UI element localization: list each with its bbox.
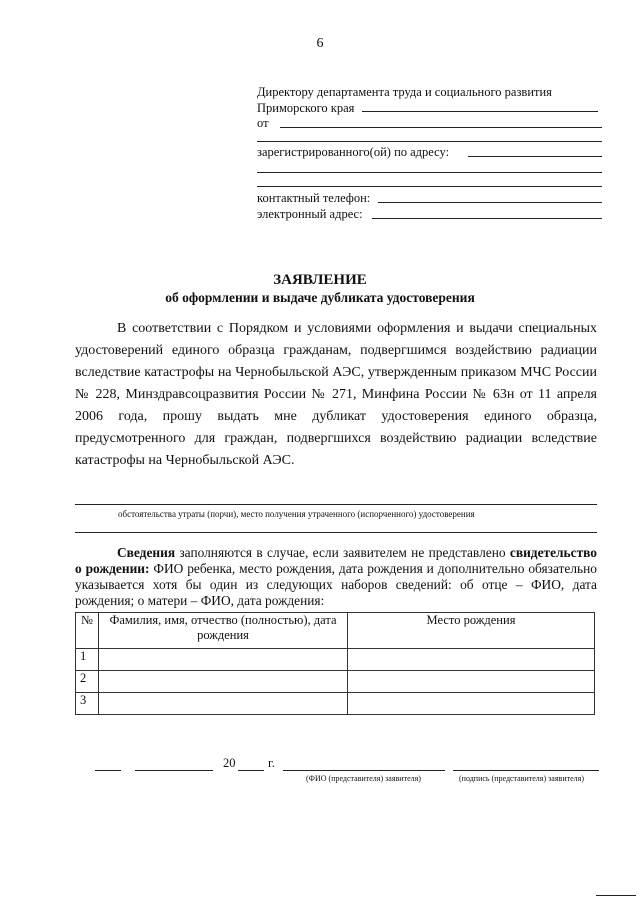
document-title: ЗАЯВЛЕНИЕ [273,272,367,288]
header-birthplace: Место рождения [348,613,595,649]
address-field-line-3[interactable] [257,186,602,187]
email-field-line[interactable] [372,218,602,219]
row-number: 3 [76,693,99,715]
header-fio: Фамилия, имя, отчество (полностью), дата рождения [99,613,348,649]
table-row [76,671,595,693]
phone-label: контактный телефон: [257,191,371,205]
circumstances-caption: обстоятельства утраты (порчи), место получения утраченного (испорченного) удостоверения [118,509,475,519]
from-label: от [257,116,269,130]
address-label: зарегистрированного(ой) по адресу: [257,145,450,159]
info-text-1: заполняются в случае, если заявителем не представлено [175,545,510,560]
birth-info-table [75,612,595,715]
table-header-row [76,613,595,649]
row-fio-cell[interactable] [99,649,348,671]
row-birthplace-cell[interactable] [348,649,595,671]
from-field-line[interactable] [280,127,602,128]
table-row [76,649,595,671]
phone-field-line[interactable] [378,202,602,203]
circumstances-field-line[interactable] [75,504,597,505]
address-field-line[interactable] [468,156,602,157]
info-paragraph [75,545,597,609]
page-number: 6 [316,36,324,51]
row-birthplace-cell[interactable] [348,671,595,693]
row-fio-cell[interactable] [99,671,348,693]
year-field-line[interactable] [238,770,264,771]
date-day-line[interactable] [95,770,121,771]
body-paragraph: В соответствии с Порядком и условиями оформления и выдачи специальных удостоверений единого образца гражданам, подвергшимся воздействию радиации вследствие катастрофы на Чернобыльской АЭС, утвержденным приказом МЧС России № 228, Минздравсоцразвития России № 271, Минфина России № 63н от 11 апреля 2006 года, прошу выдать мне дубликат удостоверения единого образца, предусмотренного для граждан, подвергшихся воздействию радиации вследствие катастрофы на Чернобыльской АЭС. [75,321,597,468]
signature-caption: (подпись (представителя) заявителя) [459,774,584,783]
header-number: № [76,613,99,649]
row-number: 2 [76,671,99,693]
info-bold-2: свидетельство о рождении: [75,545,597,576]
info-bold-1: Сведения [117,545,176,560]
row-birthplace-cell[interactable] [348,693,595,715]
year-prefix: 20 [223,756,236,770]
signature-line[interactable] [453,770,599,771]
addressee-region: Приморского края [257,101,355,115]
year-suffix: г. [268,756,275,770]
document-subtitle: об оформлении и выдаче дубликата удостоверения [165,290,475,305]
table-row [76,693,595,715]
address-field-line-2[interactable] [257,172,602,173]
from-field-line-2[interactable] [257,141,602,142]
row-number: 1 [76,649,99,671]
date-month-line[interactable] [135,770,213,771]
row-fio-cell[interactable] [99,693,348,715]
email-label: электронный адрес: [257,207,363,221]
region-field-line[interactable] [362,111,598,112]
circumstances-field-line-2[interactable] [75,532,597,533]
fio-signature-line[interactable] [283,770,445,771]
footer-rule [596,895,636,896]
addressee-line: Директору департамента труда и социального развития [257,85,552,99]
fio-caption: (ФИО (представителя) заявителя) [306,774,421,783]
info-text-2: ФИО ребенка, место рождения, дата рождения и дополнительно обязательно указывается хотя бы один из следующих наборов сведений: об отце – ФИО, дата рождения; о матери – ФИО, дата рождения: [75,561,598,608]
